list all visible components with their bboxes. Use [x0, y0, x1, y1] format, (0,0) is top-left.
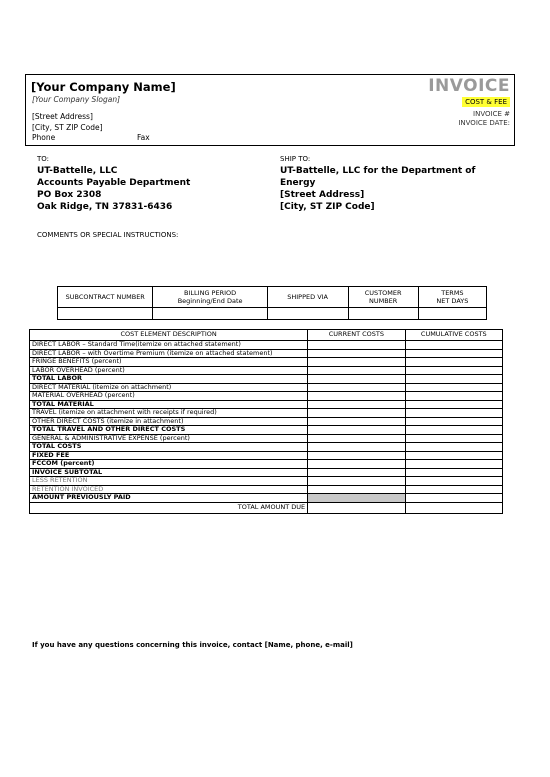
- to-address: [37, 165, 190, 213]
- table-row: [30, 392, 503, 401]
- current-cost-cell[interactable]: [308, 392, 405, 401]
- cumulative-cost-cell[interactable]: [405, 409, 502, 418]
- cost-element-label: INVOICE SUBTOTAL: [30, 468, 308, 477]
- cost-element-label: TOTAL COSTS: [30, 443, 308, 452]
- terms-cell[interactable]: [418, 308, 486, 320]
- company-phone-label: Phone: [32, 133, 56, 142]
- cost-element-label: DIRECT MATERIAL (itemize on attachment): [30, 383, 308, 392]
- current-cost-cell[interactable]: [308, 366, 405, 375]
- cumulative-cost-cell[interactable]: [405, 349, 502, 358]
- header-cumulative-costs: CUMULATIVE COSTS: [405, 330, 502, 341]
- to-label: TO:: [37, 155, 50, 163]
- current-cost-cell[interactable]: [308, 468, 405, 477]
- current-cost-cell[interactable]: [308, 434, 405, 443]
- table-row: [30, 451, 503, 460]
- current-cost-cell[interactable]: [308, 358, 405, 367]
- current-cost-cell[interactable]: [308, 494, 405, 503]
- cumulative-cost-cell[interactable]: [405, 460, 502, 469]
- header-shipped-via: SHIPPED VIA: [267, 287, 348, 308]
- invoice-number-label: INVOICE #: [473, 110, 510, 118]
- ship-to-line: Energy: [280, 178, 316, 188]
- cumulative-cost-cell[interactable]: [405, 434, 502, 443]
- current-cost-cell[interactable]: [308, 451, 405, 460]
- subcontract-number-cell[interactable]: [58, 308, 153, 320]
- to-line: Oak Ridge, TN 37831-6436: [37, 202, 173, 212]
- header-billing-period: BILLING PERIOD Beginning/End Date: [153, 287, 267, 308]
- table-row: [30, 477, 503, 486]
- invoice-title: INVOICE: [428, 76, 510, 96]
- customer-number-cell[interactable]: [348, 308, 418, 320]
- ship-to-label: SHIP TO:: [280, 155, 311, 163]
- table-row: [30, 358, 503, 367]
- cost-element-label: TOTAL MATERIAL: [30, 400, 308, 409]
- current-cost-cell[interactable]: [308, 485, 405, 494]
- table-row: [30, 375, 503, 384]
- table-row: [30, 426, 503, 435]
- header-subcontract-number: SUBCONTRACT NUMBER: [58, 287, 153, 308]
- cumulative-cost-cell[interactable]: [405, 494, 502, 503]
- cumulative-cost-cell[interactable]: [405, 451, 502, 460]
- table-row: [30, 409, 503, 418]
- cost-element-label: FIXED FEE: [30, 451, 308, 460]
- to-line: Accounts Payable Department: [37, 178, 191, 188]
- cost-element-label: GENERAL & ADMINISTRATIVE EXPENSE (percent): [30, 434, 308, 443]
- header-terms: TERMS NET DAYS: [418, 287, 486, 308]
- cost-element-label: MATERIAL OVERHEAD (percent): [30, 392, 308, 401]
- table-row: [30, 468, 503, 477]
- current-cost-cell[interactable]: [308, 477, 405, 486]
- invoice-badge: COST & FEE: [462, 97, 510, 107]
- ship-to-address: [280, 165, 475, 213]
- cost-element-label: AMOUNT PREVIOUSLY PAID: [30, 494, 308, 503]
- company-name: [Your Company Name]: [31, 80, 176, 94]
- cumulative-cost-cell[interactable]: [405, 443, 502, 452]
- cumulative-cost-cell[interactable]: [405, 426, 502, 435]
- cost-element-label: FRINGE BENEFITS (percent): [30, 358, 308, 367]
- total-amount-due-cumulative[interactable]: [405, 502, 502, 513]
- cumulative-cost-cell[interactable]: [405, 392, 502, 401]
- to-line: PO Box 2308: [37, 190, 102, 200]
- cumulative-cost-cell[interactable]: [405, 477, 502, 486]
- total-amount-due-current[interactable]: [308, 502, 405, 513]
- contact-note: If you have any questions concerning this invoice, contact [Name, phone, e-mail]: [32, 641, 353, 649]
- table-row: [30, 341, 503, 350]
- cost-elements-table: [29, 329, 503, 514]
- cumulative-cost-cell[interactable]: [405, 366, 502, 375]
- shipped-via-cell[interactable]: [267, 308, 348, 320]
- cost-element-label: DIRECT LABOR – Standard Time(itemize on attached statement): [30, 341, 308, 350]
- to-line: UT-Battelle, LLC: [37, 166, 118, 176]
- cost-element-label: RETENTION INVOICED: [30, 485, 308, 494]
- cumulative-cost-cell[interactable]: [405, 375, 502, 384]
- ship-to-line: [City, ST ZIP Code]: [280, 202, 375, 212]
- cost-element-label: FCCOM (percent): [30, 460, 308, 469]
- cumulative-cost-cell[interactable]: [405, 400, 502, 409]
- header-description: COST ELEMENT DESCRIPTION: [30, 330, 308, 341]
- company-slogan: [Your Company Slogan]: [32, 95, 121, 104]
- company-city: [City, ST ZIP Code]: [32, 123, 103, 132]
- invoice-date-label: INVOICE DATE:: [458, 119, 510, 127]
- billing-period-cell[interactable]: [153, 308, 267, 320]
- company-fax-label: Fax: [137, 133, 150, 142]
- ship-to-line: [Street Address]: [280, 190, 365, 200]
- header-customer-number: CUSTOMER NUMBER: [348, 287, 418, 308]
- current-cost-cell[interactable]: [308, 443, 405, 452]
- header-current-costs: CURRENT COSTS: [308, 330, 405, 341]
- current-cost-cell[interactable]: [308, 375, 405, 384]
- company-street: [Street Address]: [32, 112, 93, 121]
- cost-element-label: TOTAL LABOR: [30, 375, 308, 384]
- cumulative-cost-cell[interactable]: [405, 383, 502, 392]
- cumulative-cost-cell[interactable]: [405, 417, 502, 426]
- cumulative-cost-cell[interactable]: [405, 485, 502, 494]
- table-row: [30, 460, 503, 469]
- cumulative-cost-cell[interactable]: [405, 341, 502, 350]
- total-amount-due-label: TOTAL AMOUNT DUE: [30, 502, 308, 513]
- cost-element-label: DIRECT LABOR – with Overtime Premium (itemize on attached statement): [30, 349, 308, 358]
- ship-to-line: UT-Battelle, LLC for the Department of: [280, 166, 476, 176]
- current-cost-cell[interactable]: [308, 417, 405, 426]
- cost-element-label: TOTAL TRAVEL AND OTHER DIRECT COSTS: [30, 426, 308, 435]
- current-cost-cell[interactable]: [308, 460, 405, 469]
- cost-element-label: LABOR OVERHEAD (percent): [30, 366, 308, 375]
- current-cost-cell[interactable]: [308, 400, 405, 409]
- cost-element-label: LESS RETENTION: [30, 477, 308, 486]
- table-row: [30, 443, 503, 452]
- cumulative-cost-cell[interactable]: [405, 468, 502, 477]
- table-row: [30, 494, 503, 503]
- cost-element-label: OTHER DIRECT COSTS (itemize in attachment): [30, 417, 308, 426]
- shipping-info-table: [57, 286, 487, 320]
- current-cost-cell[interactable]: [308, 341, 405, 350]
- cost-element-label: TRAVEL (itemize on attachment with receipts if required): [30, 409, 308, 418]
- table-row: [30, 366, 503, 375]
- current-cost-cell[interactable]: [308, 426, 405, 435]
- current-cost-cell[interactable]: [308, 409, 405, 418]
- table-row: [30, 434, 503, 443]
- current-cost-cell[interactable]: [308, 349, 405, 358]
- cumulative-cost-cell[interactable]: [405, 358, 502, 367]
- comments-label: COMMENTS OR SPECIAL INSTRUCTIONS:: [37, 231, 179, 239]
- current-cost-cell[interactable]: [308, 383, 405, 392]
